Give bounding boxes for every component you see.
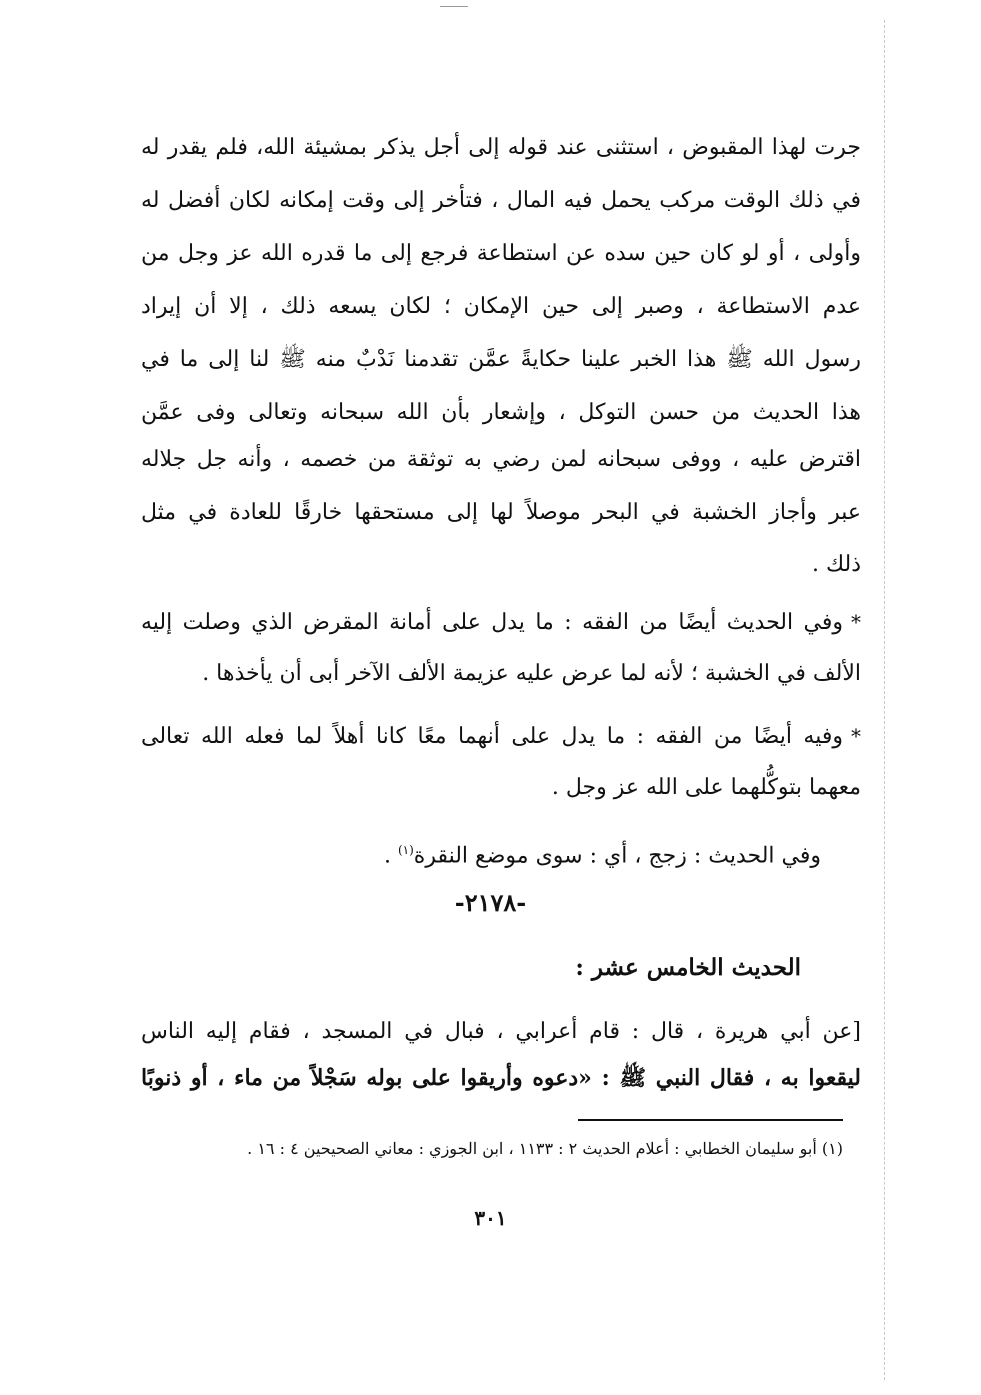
paragraph-line: وأولى ، أو لو كان حين سده عن استطاعة فرجع إلى ما قدره الله عز وجل من: [141, 241, 861, 266]
bullet-paragraph-line: [141, 716, 861, 757]
bullet-paragraph-line: الألف في الخشبة ؛ لأنه لما عرض عليه عزيمة الألف الآخر أبى أن يأخذها .: [202, 661, 861, 686]
hadith-line: [عن أبي هريرة ، قال : قام أعرابي ، فبال في المسجد ، فقام إليه الناس: [141, 1019, 861, 1044]
bullet-star-icon: *: [851, 610, 861, 634]
note-end: .: [383, 843, 398, 869]
bullet-text: وفيه أيضًا من الفقه : ما يدل على أنهما معًا كانا أهلاً لما فعله الله تعالى: [141, 724, 843, 749]
paragraph-line: ذلك .: [811, 552, 861, 577]
paragraph-line: عدم الاستطاعة ، وصبر إلى حين الإمكان ؛ لكان يسعه ذلك ، إلا أن إيراد: [141, 294, 861, 319]
hadith-number: -٢١٧٨-: [454, 888, 527, 917]
bullet-paragraph-line: [141, 602, 861, 643]
bullet-star-icon: *: [851, 724, 861, 748]
footnote: (١) أبو سليمان الخطابي : أعلام الحديث ٢ : ١١٣٣ ، ابن الجوزي : معاني الصحيحين ٤ : ١٦ .: [247, 1139, 843, 1158]
paragraph-line: عبر وأجاز الخشبة في البحر موصلاً لها إلى مستحقها خارقًا للعادة في مثل: [141, 500, 861, 525]
paragraph-line: هذا الحديث من حسن التوكل ، وإشعار بأن الله سبحانه وتعالى وفى عمَّن: [141, 400, 861, 425]
bullet-text: وفي الحديث أيضًا من الفقه : ما يدل على أمانة المقرض الذي وصلت إليه: [141, 610, 843, 635]
page-number: ٣٠١: [474, 1206, 507, 1230]
hadith-line: ليقعوا به ، فقال النبي ﷺ : «دعوه وأريقوا على بوله سَجْلاً من ماء ، أو ذنوبًا: [141, 1065, 861, 1091]
footnote-ref: (١): [397, 843, 414, 857]
paragraph-line: رسول الله ﷺ هذا الخبر علينا حكايةً عمَّن تقدمنا نَدْبٌ منه ﷺ لنا إلى ما في: [141, 347, 861, 372]
note-line: [141, 830, 821, 876]
scan-edge-line: [883, 20, 885, 1380]
bullet-paragraph-line: معهما بتوكُّلهما على الله عز وجل .: [551, 775, 861, 800]
paragraph-line: اقترض عليه ، ووفى سبحانه لمن رضي به توثقة من خصمه ، وأنه جل جلاله: [141, 447, 861, 472]
paragraph-line: في ذلك الوقت مركب يحمل فيه المال ، فتأخر إلى وقت إمكانه لكان أفضل له: [141, 188, 861, 213]
note-text: وفي الحديث : زجج ، أي : سوى موضع النقرة: [413, 843, 821, 869]
paragraph-line: جرت لهذا المقبوض ، استثنى عند قوله إلى أجل يذكر بمشيئة الله، فلم يقدر له: [141, 135, 861, 160]
scan-mark: [440, 6, 468, 7]
footnote-divider: [578, 1119, 843, 1121]
section-title: الحديث الخامس عشر :: [575, 954, 801, 981]
